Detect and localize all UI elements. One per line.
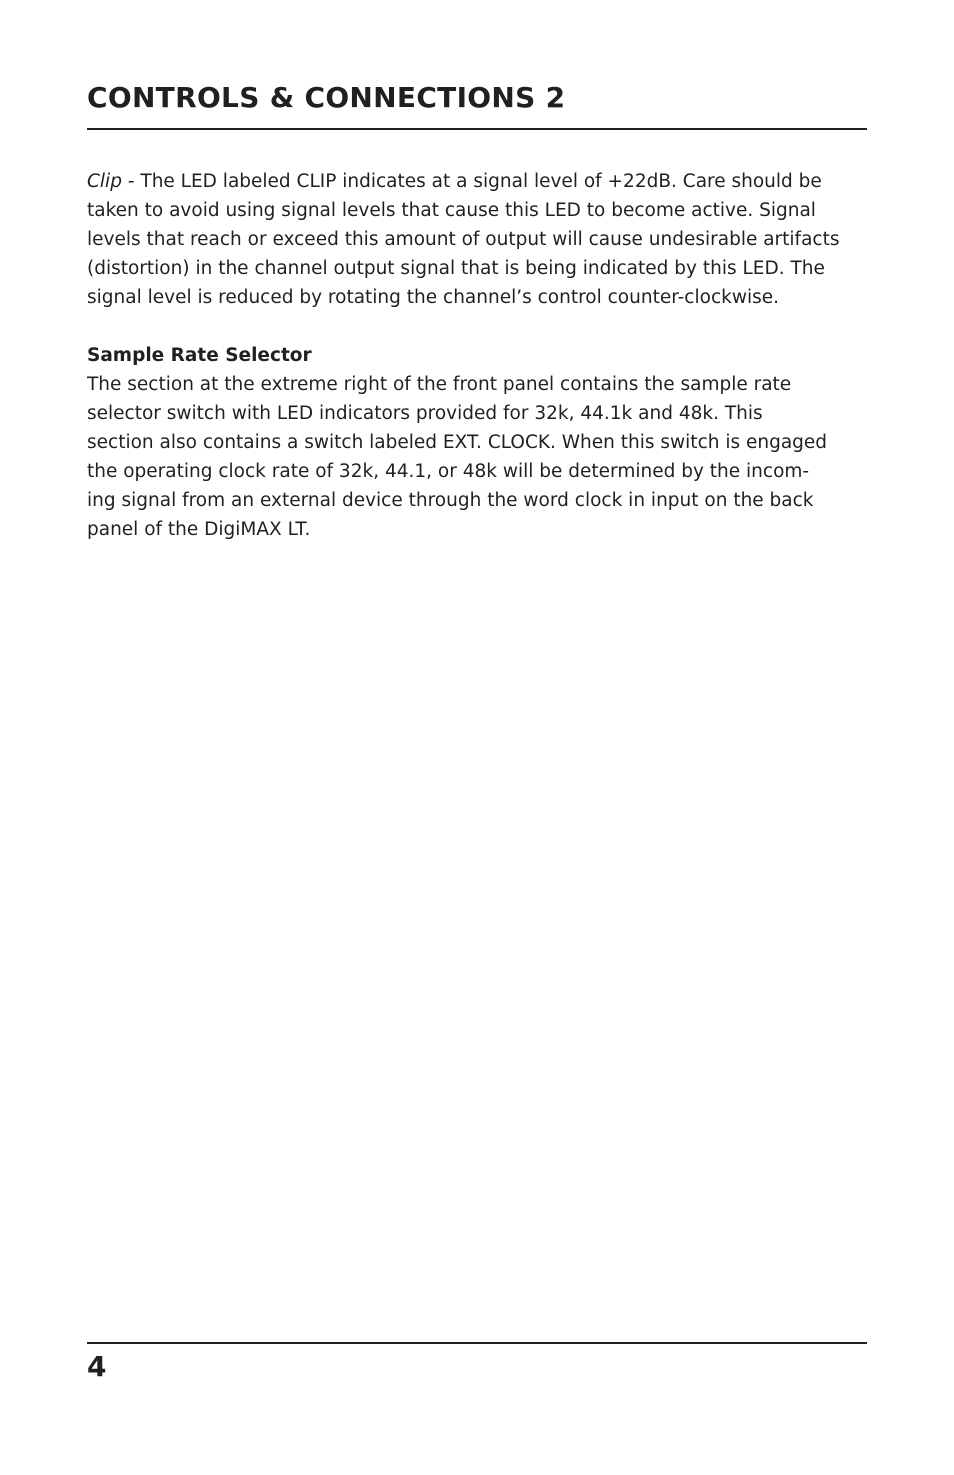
- text-line: selector switch with LED indicators provided for 32k, 44.1k and 48k. This: [87, 403, 763, 424]
- text-line: signal level is reduced by rotating the channel’s control counter-clockwise.: [87, 287, 779, 308]
- clip-line-text: - The LED labeled CLIP indicates at a signal level of +22dB. Care should be: [121, 171, 822, 192]
- footer-divider: [87, 1342, 867, 1344]
- text-line: ing signal from an external device through the word clock in input on the back: [87, 490, 814, 511]
- text-line: (distortion) in the channel output signal that is being indicated by this LED. The: [87, 258, 825, 279]
- section-heading-sample-rate: Sample Rate Selector: [87, 345, 312, 366]
- clip-paragraph: [87, 167, 877, 312]
- text-line: section also contains a switch labeled EXT. CLOCK. When this switch is engaged: [87, 432, 828, 453]
- text-line: levels that reach or exceed this amount of output will cause undesirable artifacts: [87, 229, 840, 250]
- clip-term: Clip: [87, 171, 122, 192]
- text-line: [87, 167, 877, 196]
- page-title: CONTROLS & CONNECTIONS 2: [87, 81, 566, 114]
- sample-rate-paragraph: [87, 370, 877, 544]
- paragraph-spacer: [87, 312, 877, 341]
- text-line: The section at the extreme right of the front panel contains the sample rate: [87, 374, 792, 395]
- main-content: [87, 167, 877, 544]
- text-line: the operating clock rate of 32k, 44.1, or 48k will be determined by the incom-: [87, 461, 810, 482]
- text-line: panel of the DigiMAX LT.: [87, 519, 311, 540]
- text-line: taken to avoid using signal levels that cause this LED to become active. Signal: [87, 200, 816, 221]
- header-divider: [87, 128, 867, 130]
- page-number: 4: [87, 1350, 107, 1383]
